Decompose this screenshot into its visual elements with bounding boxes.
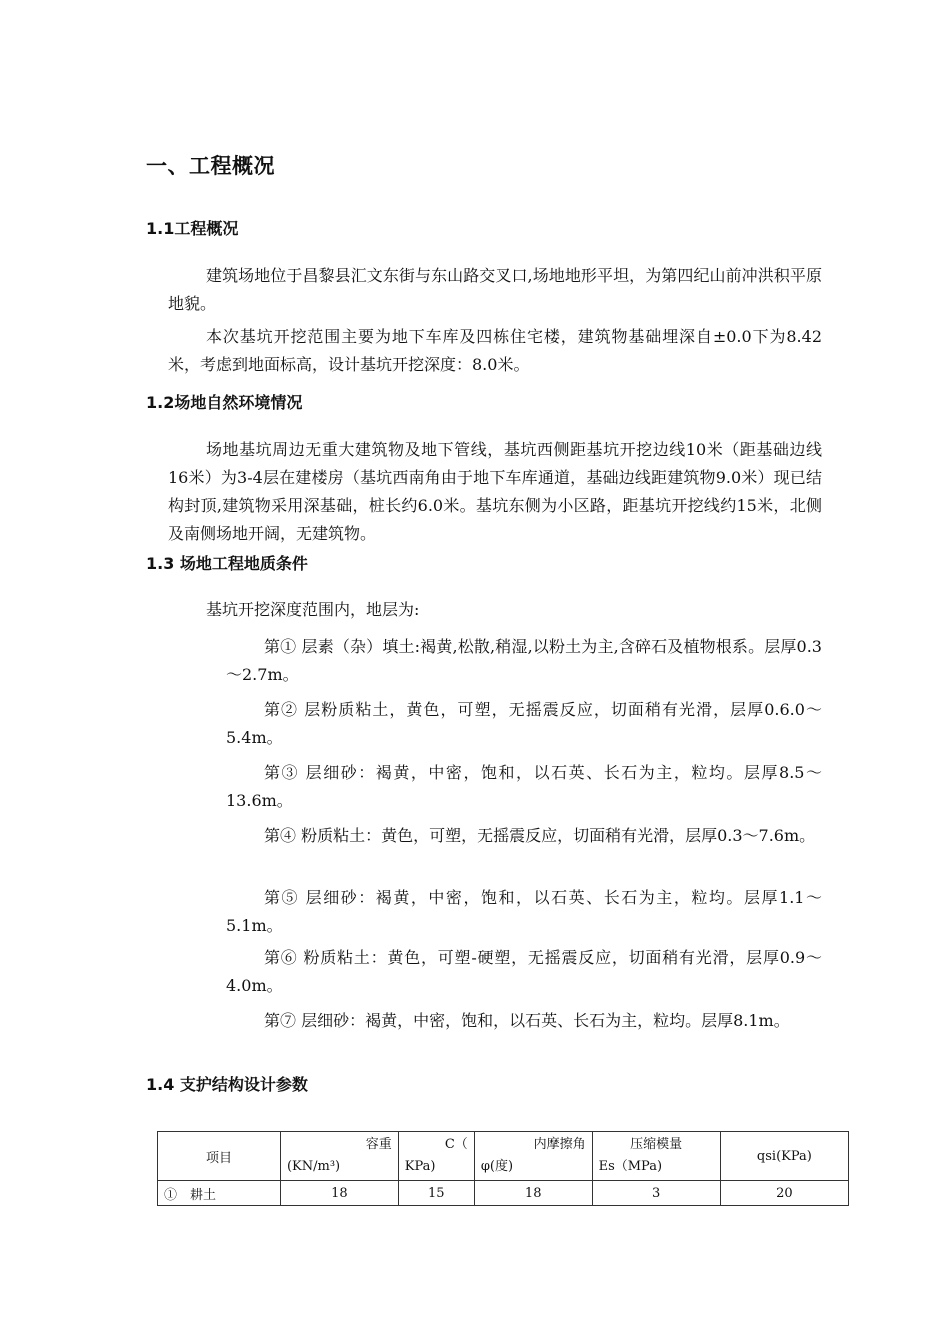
stratum-6: 第⑥ 粉质粘土：黄色，可塑-硬塑，无摇震反应，切面稍有光滑，层厚0.9～4.0m。 [226,948,822,995]
stratum-4: 第④ 粉质粘土：黄色，可塑，无摇震反应，切面稍有光滑，层厚0.3～7.6m。 [264,826,816,845]
table-header-row [158,1132,849,1181]
heading-1-4: 1.4 支护结构设计参数 [146,1075,308,1094]
header-unit-weight: 容重 (KN/m³) [280,1132,398,1181]
heading-1-2: 1.2场地自然环境情况 [146,393,303,412]
header-qsi: qsi(KPa) [720,1132,848,1181]
table-row [158,1181,849,1206]
paragraph-surroundings: 场地基坑周边无重大建筑物及地下管线，基坑西侧距基坑开挖边线10米（距基础边线16米）为3-4层在建楼房（基坑西南角由于地下车库通道，基础边线距建筑物9.0米）现已结构封顶,建筑物采用深基础，桩长约6.0米。基坑东侧为小区路，距基坑开挖线约15米，北侧及南侧场地开阔，无建筑物。 [168,440,822,543]
section-title: 一、工程概况 [146,154,275,178]
stratum-2: 第② 层粉质粘土，黄色，可塑，无摇震反应，切面稍有光滑，层厚0.6.0～5.4m。 [226,700,822,747]
header-item: 项目 [158,1132,281,1181]
paragraph-excavation-scope: 本次基坑开挖范围主要为地下车库及四栋住宅楼，建筑物基础埋深自±0.0下为8.42米，考虑到地面标高，设计基坑开挖深度：8.0米。 [168,327,822,374]
strata-intro: 基坑开挖深度范围内，地层为: [206,600,420,619]
header-friction-angle: 内摩擦角 φ(度) [474,1132,592,1181]
cell-unit-weight: 18 [280,1181,398,1206]
cell-compression-modulus: 3 [592,1181,720,1206]
stratum-1: 第① 层素（杂）填土:褐黄,松散,稍湿,以粉土为主,含碎石及植物根系。层厚0.3～2.7m。 [226,637,822,684]
cell-item: ① 耕土 [158,1181,281,1206]
paragraph-site-location: 建筑场地位于昌黎县汇文东街与东山路交叉口,场地地形平坦，为第四纪山前冲洪积平原地貌。 [168,266,822,313]
heading-1-3: 1.3 场地工程地质条件 [146,554,308,573]
header-compression-modulus: 压缩模量 Es（MPa) [592,1132,720,1181]
cell-friction-angle: 18 [474,1181,592,1206]
stratum-3: 第③ 层细砂：褐黄，中密，饱和，以石英、长石为主，粒均。层厚8.5～13.6m。 [226,763,822,810]
header-cohesion: C（ KPa) [398,1132,474,1181]
design-parameters-table [157,1131,849,1206]
cell-qsi: 20 [720,1181,848,1206]
heading-1-1: 1.1工程概况 [146,219,239,238]
stratum-5: 第⑤ 层细砂：褐黄，中密，饱和，以石英、长石为主，粒均。层厚1.1～5.1m。 [226,888,822,935]
cell-cohesion: 15 [398,1181,474,1206]
stratum-7: 第⑦ 层细砂：褐黄，中密，饱和，以石英、长石为主，粒均。层厚8.1m。 [264,1011,790,1030]
